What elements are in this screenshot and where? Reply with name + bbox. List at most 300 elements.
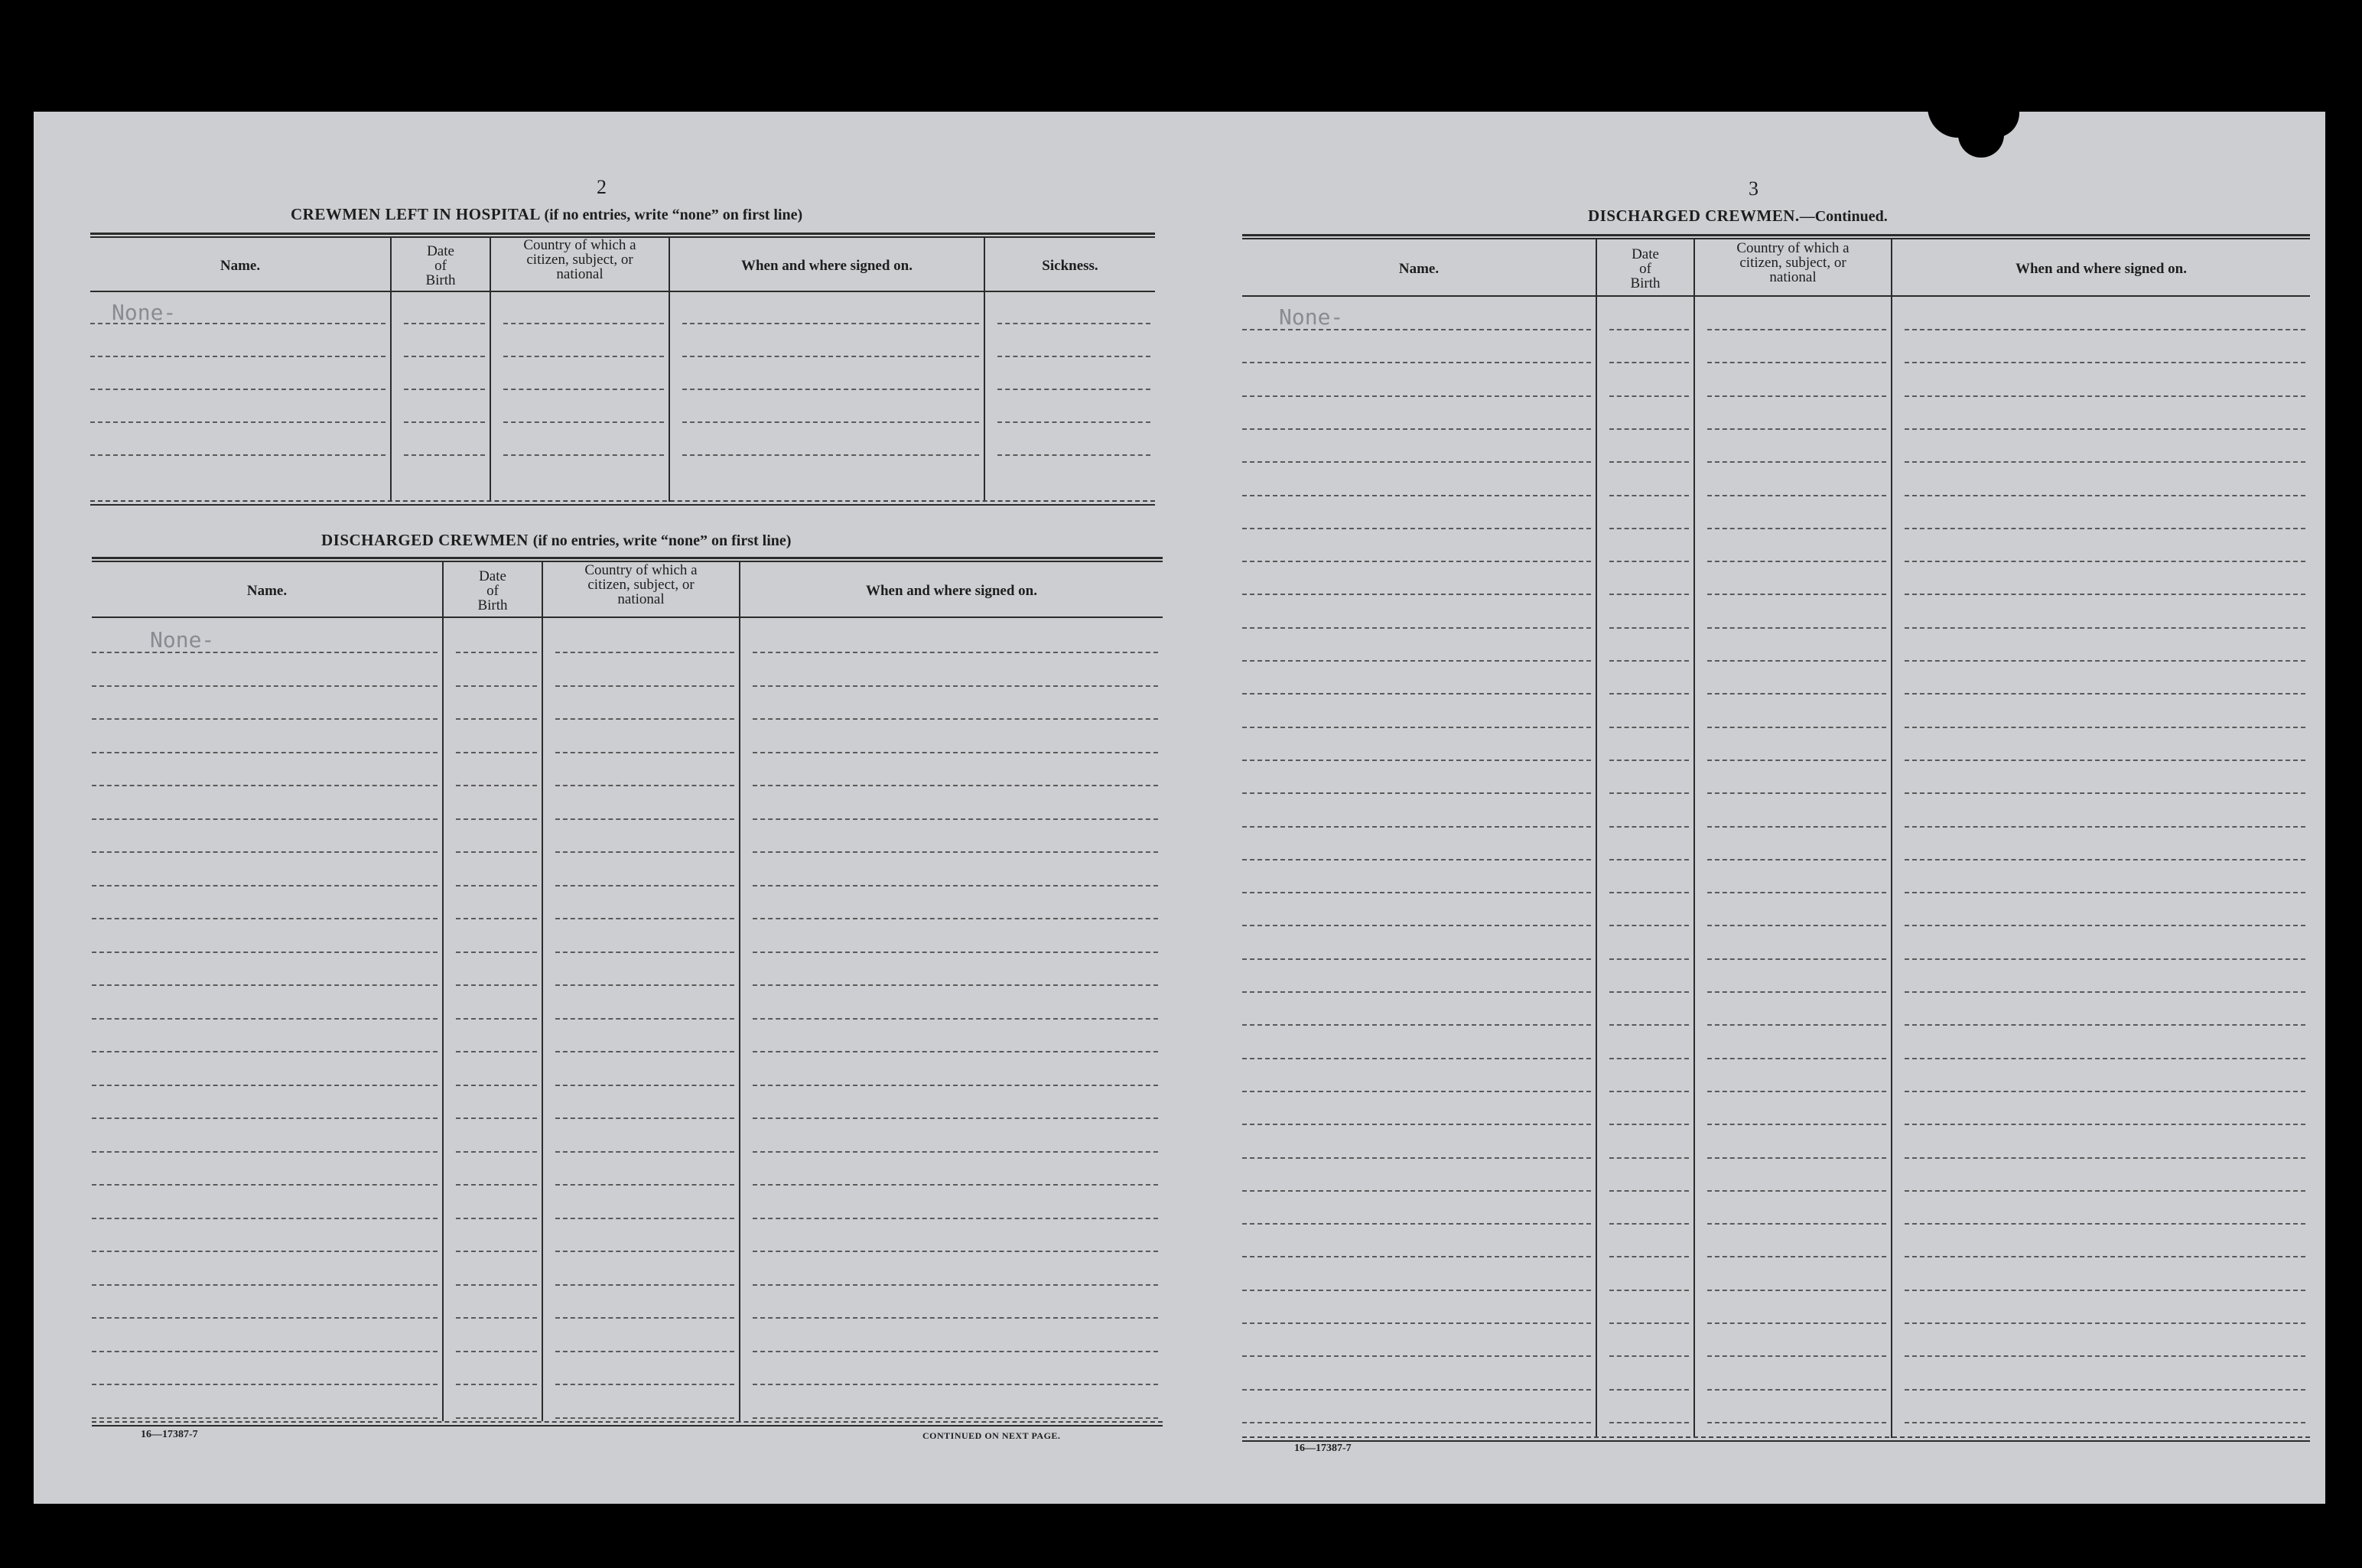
- ruled-row-line: [1707, 727, 1886, 728]
- ruled-row-line: [753, 1184, 1158, 1186]
- ruled-row-line: [555, 1184, 734, 1186]
- discharged-title-text: DISCHARGED CREWMEN: [321, 531, 529, 549]
- ruled-row-line: [1242, 1124, 1591, 1125]
- ruled-row-line: [456, 1417, 537, 1419]
- column-header-country: Country of which a citizen, subject, or national: [523, 236, 636, 282]
- ruled-row-line: [1707, 991, 1886, 993]
- ruled-row-line: [1905, 627, 2305, 629]
- ruled-row-line: [1905, 760, 2305, 761]
- ruled-row-line: [1609, 693, 1689, 695]
- ruled-row-line: [753, 1018, 1158, 1020]
- column-header-signed-on: When and where signed on.: [2015, 260, 2187, 277]
- ruled-row-line: [753, 785, 1158, 786]
- ruled-row-line: [503, 356, 664, 357]
- column-divider: [739, 561, 740, 1421]
- column-header-country: Country of which a citizen, subject, or national: [584, 561, 698, 607]
- ruled-row-line: [753, 752, 1158, 753]
- ruled-row-line: [456, 1317, 537, 1319]
- ruled-row-line: [1242, 461, 1591, 463]
- ruled-row-line: [92, 752, 438, 753]
- ruled-row-line: [1242, 561, 1591, 562]
- ruled-row-line: [753, 718, 1158, 720]
- ruled-row-line: [1242, 1024, 1591, 1026]
- ruled-row-line: [456, 1251, 537, 1252]
- ruled-row-line: [92, 885, 438, 886]
- ruled-row-line: [1609, 859, 1689, 860]
- ruled-row-line: [1242, 660, 1591, 662]
- ruled-row-line: [503, 389, 664, 390]
- ruled-row-line: [1242, 495, 1591, 496]
- ruled-row-line: [1609, 925, 1689, 926]
- right-page: [1187, 112, 2325, 1504]
- table-bottom-rule: [92, 1421, 1163, 1426]
- continued-suffix: —Continued.: [1799, 208, 1888, 225]
- ruled-row-line: [1707, 1290, 1886, 1291]
- ruled-row-line: [555, 652, 734, 653]
- ruled-row-line: [555, 1417, 734, 1419]
- ruled-row-line: [753, 984, 1158, 986]
- header-rule: [90, 291, 1155, 292]
- ruled-row-line: [997, 356, 1150, 357]
- ruled-row-line: [1707, 925, 1886, 926]
- discharged-table: [92, 557, 1163, 1429]
- ruled-row-line: [92, 1317, 438, 1319]
- ruled-row-line: [555, 1085, 734, 1086]
- ruled-row-line: [456, 1018, 537, 1020]
- ruled-row-line: [404, 421, 485, 423]
- ruled-row-line: [1242, 1091, 1591, 1092]
- ruled-row-line: [1905, 1124, 2305, 1125]
- hospital-title-note: (if no entries, write “none” on first line): [544, 207, 803, 223]
- ruled-row-line: [1707, 859, 1886, 860]
- ruled-row-line: [753, 1251, 1158, 1252]
- ruled-row-line: [555, 885, 734, 886]
- column-header-signed-on: When and where signed on.: [740, 257, 913, 274]
- ruled-row-line: [1242, 329, 1591, 330]
- ruled-row-line: [1609, 1355, 1689, 1357]
- ruled-row-line: [1707, 760, 1886, 761]
- ruled-row-line: [1242, 528, 1591, 529]
- ruled-row-line: [997, 389, 1150, 390]
- ruled-row-line: [682, 356, 979, 357]
- ruled-row-line: [1707, 1058, 1886, 1059]
- ruled-row-line: [1609, 329, 1689, 330]
- scan-edge: [0, 658, 34, 1507]
- ruled-row-line: [555, 785, 734, 786]
- ruled-row-line: [503, 421, 664, 423]
- ruled-row-line: [1707, 329, 1886, 330]
- header-rule: [1242, 295, 2310, 297]
- discharged-title-note: (if no entries, write “none” on first line): [532, 532, 792, 549]
- ruled-row-line: [753, 851, 1158, 853]
- ruled-row-line: [555, 1384, 734, 1385]
- ruled-row-line: [1609, 627, 1689, 629]
- discharged-continued-title-text: DISCHARGED CREWMEN.: [1588, 207, 1800, 225]
- ruled-row-line: [92, 1251, 438, 1252]
- column-header-name: Name.: [246, 582, 288, 599]
- ruled-row-line: [456, 1351, 537, 1352]
- ruled-row-line: [92, 1051, 438, 1052]
- column-divider: [542, 561, 543, 1421]
- ruled-row-line: [1242, 991, 1591, 993]
- ruled-row-line: [753, 1117, 1158, 1119]
- ruled-row-line: [1905, 428, 2305, 430]
- ruled-row-line: [682, 389, 979, 390]
- ruled-row-line: [90, 323, 386, 324]
- ruled-row-line: [1609, 362, 1689, 363]
- ruled-row-line: [1242, 760, 1591, 761]
- ruled-row-line: [1242, 892, 1591, 893]
- ruled-row-line: [1242, 1157, 1591, 1159]
- ruled-row-line: [1242, 1322, 1591, 1324]
- ruled-row-line: [555, 752, 734, 753]
- ruled-row-line: [753, 885, 1158, 886]
- ruled-row-line: [456, 652, 537, 653]
- ruled-row-line: [1242, 362, 1591, 363]
- ruled-row-line: [456, 1384, 537, 1385]
- ruled-row-line: [90, 421, 386, 423]
- ruled-row-line: [1242, 925, 1591, 926]
- ruled-row-line: [1609, 727, 1689, 728]
- ruled-row-line: [1707, 1124, 1886, 1125]
- ruled-row-line: [555, 1317, 734, 1319]
- ruled-row-line: [456, 885, 537, 886]
- ruled-row-line: [1242, 1290, 1591, 1291]
- ruled-row-line: [997, 454, 1150, 456]
- ruled-row-line: [753, 1218, 1158, 1219]
- ruled-row-line: [1905, 1355, 2305, 1357]
- hospital-section-title: [291, 205, 802, 224]
- ruled-row-line: [997, 323, 1150, 324]
- discharged-continued-title: [1588, 207, 1888, 226]
- ruled-row-line: [1242, 1223, 1591, 1225]
- ruled-row-line: [456, 918, 537, 919]
- ruled-row-line: [1707, 1157, 1886, 1159]
- ruled-row-line: [753, 685, 1158, 687]
- ruled-row-line: [1707, 362, 1886, 363]
- ruled-row-line: [1707, 958, 1886, 960]
- header-rule: [92, 616, 1163, 618]
- ruled-row-line: [1707, 461, 1886, 463]
- column-divider: [490, 237, 491, 502]
- ruled-row-line: [1242, 627, 1591, 629]
- hospital-table: [90, 233, 1155, 506]
- ruled-row-line: [1707, 1256, 1886, 1257]
- ruled-row-line: [456, 851, 537, 853]
- ruled-row-line: [1905, 1190, 2305, 1192]
- ruled-row-line: [1905, 1024, 2305, 1026]
- ruled-row-line: [555, 685, 734, 687]
- ruled-row-line: [1609, 1058, 1689, 1059]
- ruled-row-line: [1707, 1389, 1886, 1391]
- ruled-row-line: [1905, 892, 2305, 893]
- ruled-row-line: [404, 389, 485, 390]
- ruled-row-line: [555, 1218, 734, 1219]
- ruled-row-line: [1905, 660, 2305, 662]
- ruled-row-line: [404, 323, 485, 324]
- ruled-row-line: [1609, 760, 1689, 761]
- ruled-row-line: [1905, 727, 2305, 728]
- page-number: 3: [1749, 177, 1758, 200]
- ruled-row-line: [555, 1018, 734, 1020]
- ruled-row-line: [555, 1051, 734, 1052]
- ruled-row-line: [1609, 594, 1689, 595]
- ruled-row-line: [1905, 1223, 2305, 1225]
- ruled-row-line: [753, 1417, 1158, 1419]
- ruled-row-line: [1242, 428, 1591, 430]
- ruled-row-line: [753, 918, 1158, 919]
- ruled-row-line: [1242, 1256, 1591, 1257]
- column-divider: [1693, 239, 1695, 1438]
- ruled-row-line: [555, 1117, 734, 1119]
- ruled-row-line: [404, 356, 485, 357]
- ruled-row-line: [1707, 1024, 1886, 1026]
- ruled-row-line: [92, 1384, 438, 1385]
- ruled-row-line: [1905, 859, 2305, 860]
- ruled-row-line: [1609, 826, 1689, 828]
- table-top-rule: [1242, 234, 2310, 239]
- ruled-row-line: [1707, 1422, 1886, 1423]
- ruled-row-line: [1707, 528, 1886, 529]
- ruled-row-line: [753, 1085, 1158, 1086]
- ruled-row-line: [1242, 826, 1591, 828]
- ruled-row-line: [1905, 958, 2305, 960]
- ruled-row-line: [456, 1284, 537, 1286]
- ruled-row-line: [753, 1351, 1158, 1352]
- ruled-row-line: [1707, 1091, 1886, 1092]
- ruled-row-line: [92, 1117, 438, 1119]
- ruled-row-line: [90, 356, 386, 357]
- ruled-row-line: [92, 952, 438, 953]
- ruled-row-line: [555, 818, 734, 820]
- ruled-row-line: [1905, 826, 2305, 828]
- ruled-row-line: [555, 718, 734, 720]
- ruled-row-line: [92, 685, 438, 687]
- ruled-row-line: [1609, 1223, 1689, 1225]
- ruled-row-line: [92, 984, 438, 986]
- ruled-row-line: [682, 421, 979, 423]
- ruled-row-line: [1905, 1091, 2305, 1092]
- ruled-row-line: [753, 1384, 1158, 1385]
- ruled-row-line: [503, 323, 664, 324]
- ruled-row-line: [1905, 1256, 2305, 1257]
- ruled-row-line: [1242, 1389, 1591, 1391]
- ruled-row-line: [1609, 1422, 1689, 1423]
- ruled-row-line: [92, 785, 438, 786]
- ruled-row-line: [1242, 1190, 1591, 1192]
- ruled-row-line: [682, 323, 979, 324]
- handwritten-entry: None-: [1279, 304, 1344, 330]
- discharged-continued-table: [1242, 234, 2310, 1443]
- ruled-row-line: [92, 1284, 438, 1286]
- ruled-row-line: [456, 752, 537, 753]
- ruled-row-line: [1242, 395, 1591, 397]
- ruled-row-line: [1707, 892, 1886, 893]
- hospital-title-text: CREWMEN LEFT IN HOSPITAL: [291, 205, 540, 223]
- ruled-row-line: [1609, 792, 1689, 794]
- ruled-row-line: [1609, 1091, 1689, 1092]
- table-top-rule: [92, 557, 1163, 562]
- ruled-row-line: [92, 1351, 438, 1352]
- column-header-signed-on: When and where signed on.: [865, 582, 1037, 599]
- ruled-row-line: [456, 1051, 537, 1052]
- page-number: 2: [597, 176, 607, 198]
- ruled-row-line: [1905, 495, 2305, 496]
- ruled-row-line: [1905, 395, 2305, 397]
- ruled-row-line: [1707, 792, 1886, 794]
- ruled-row-line: [1707, 428, 1886, 430]
- column-divider: [1596, 239, 1597, 1438]
- ruled-row-line: [1609, 660, 1689, 662]
- ruled-row-line: [1242, 1058, 1591, 1059]
- column-divider: [984, 237, 985, 502]
- ruled-row-line: [555, 851, 734, 853]
- ruled-row-line: [404, 454, 485, 456]
- ruled-row-line: [456, 1218, 537, 1219]
- ruled-row-line: [456, 1151, 537, 1153]
- ruled-row-line: [92, 818, 438, 820]
- ruled-row-line: [1707, 826, 1886, 828]
- ruled-row-line: [1242, 958, 1591, 960]
- ruled-row-line: [753, 1317, 1158, 1319]
- ruled-row-line: [92, 1218, 438, 1219]
- form-number: 16—17387-7: [1294, 1443, 1352, 1454]
- ruled-row-line: [1905, 329, 2305, 330]
- column-header-country: Country of which a citizen, subject, or national: [1736, 239, 1850, 285]
- ruled-row-line: [753, 952, 1158, 953]
- ruled-row-line: [1905, 1290, 2305, 1291]
- ruled-row-line: [555, 1151, 734, 1153]
- ruled-row-line: [1707, 1322, 1886, 1324]
- ruled-row-line: [456, 1085, 537, 1086]
- ruled-row-line: [456, 1117, 537, 1119]
- column-header-name: Name.: [1398, 260, 1440, 277]
- column-divider: [669, 237, 670, 502]
- continued-note: CONTINUED ON NEXT PAGE.: [922, 1430, 1061, 1441]
- ruled-row-line: [753, 1151, 1158, 1153]
- ruled-row-line: [1609, 1290, 1689, 1291]
- column-header-date-of-birth: Date of Birth: [425, 242, 456, 288]
- column-header-sickness: Sickness.: [1042, 257, 1098, 274]
- ruled-row-line: [1905, 1389, 2305, 1391]
- ruled-row-line: [997, 421, 1150, 423]
- form-number: 16—17387-7: [141, 1429, 198, 1440]
- ruled-row-line: [1242, 594, 1591, 595]
- ruled-row-line: [1609, 991, 1689, 993]
- ruled-row-line: [456, 952, 537, 953]
- ruled-row-line: [1609, 495, 1689, 496]
- ruled-row-line: [1905, 362, 2305, 363]
- ruled-row-line: [92, 1018, 438, 1020]
- handwritten-entry: None-: [150, 627, 215, 652]
- ruled-row-line: [1905, 528, 2305, 529]
- ruled-row-line: [92, 652, 438, 653]
- column-divider: [442, 561, 444, 1421]
- column-header-name: Name.: [220, 257, 261, 274]
- ruled-row-line: [555, 952, 734, 953]
- ruled-row-line: [90, 389, 386, 390]
- ruled-row-line: [1905, 1058, 2305, 1059]
- ruled-row-line: [1242, 1422, 1591, 1423]
- ruled-row-line: [1707, 594, 1886, 595]
- ruled-row-line: [1905, 594, 2305, 595]
- ruled-row-line: [1242, 693, 1591, 695]
- paper-tear-mark: [1958, 112, 2004, 158]
- ruled-row-line: [555, 918, 734, 919]
- ruled-row-line: [1609, 1124, 1689, 1125]
- ruled-row-line: [1242, 727, 1591, 728]
- column-divider: [1891, 239, 1892, 1438]
- ruled-row-line: [1707, 693, 1886, 695]
- ruled-row-line: [1905, 925, 2305, 926]
- ruled-row-line: [503, 454, 664, 456]
- ruled-row-line: [682, 454, 979, 456]
- ruled-row-line: [753, 818, 1158, 820]
- ruled-row-line: [90, 454, 386, 456]
- ruled-row-line: [456, 785, 537, 786]
- ruled-row-line: [1707, 561, 1886, 562]
- left-page: [34, 112, 1187, 1504]
- ruled-row-line: [1609, 395, 1689, 397]
- ruled-row-line: [1905, 693, 2305, 695]
- ruled-row-line: [1707, 1355, 1886, 1357]
- ruled-row-line: [1707, 1190, 1886, 1192]
- ruled-row-line: [555, 1351, 734, 1352]
- ruled-row-line: [1609, 461, 1689, 463]
- ruled-row-line: [1905, 561, 2305, 562]
- handwritten-entry: None-: [112, 300, 177, 325]
- ruled-row-line: [753, 1284, 1158, 1286]
- column-divider: [390, 237, 392, 502]
- ruled-row-line: [456, 984, 537, 986]
- ruled-row-line: [1609, 1190, 1689, 1192]
- ruled-row-line: [1609, 528, 1689, 529]
- ruled-row-line: [555, 1251, 734, 1252]
- ruled-row-line: [1609, 561, 1689, 562]
- ruled-row-line: [1905, 1322, 2305, 1324]
- ruled-row-line: [1609, 1389, 1689, 1391]
- ruled-row-line: [1242, 792, 1591, 794]
- ruled-row-line: [1707, 495, 1886, 496]
- discharged-section-title: [321, 531, 791, 550]
- column-header-date-of-birth: Date of Birth: [477, 568, 508, 613]
- ruled-row-line: [456, 1184, 537, 1186]
- ruled-row-line: [1707, 627, 1886, 629]
- ruled-row-line: [1905, 461, 2305, 463]
- table-bottom-rule: [1242, 1436, 2310, 1442]
- ruled-row-line: [1609, 1256, 1689, 1257]
- ruled-row-line: [1905, 792, 2305, 794]
- ruled-row-line: [1707, 1223, 1886, 1225]
- ruled-row-line: [92, 918, 438, 919]
- ruled-row-line: [1905, 991, 2305, 993]
- ruled-row-line: [753, 1051, 1158, 1052]
- ruled-row-line: [1242, 1355, 1591, 1357]
- ruled-row-line: [1707, 395, 1886, 397]
- ruled-row-line: [456, 685, 537, 687]
- column-header-date-of-birth: Date of Birth: [1630, 246, 1661, 291]
- ruled-row-line: [92, 1085, 438, 1086]
- ruled-row-line: [1905, 1422, 2305, 1423]
- ruled-row-line: [1707, 660, 1886, 662]
- ruled-row-line: [92, 1184, 438, 1186]
- ruled-row-line: [92, 1151, 438, 1153]
- ruled-row-line: [1609, 1024, 1689, 1026]
- ruled-row-line: [1609, 892, 1689, 893]
- ruled-row-line: [555, 984, 734, 986]
- ruled-row-line: [92, 1417, 438, 1419]
- ruled-row-line: [753, 652, 1158, 653]
